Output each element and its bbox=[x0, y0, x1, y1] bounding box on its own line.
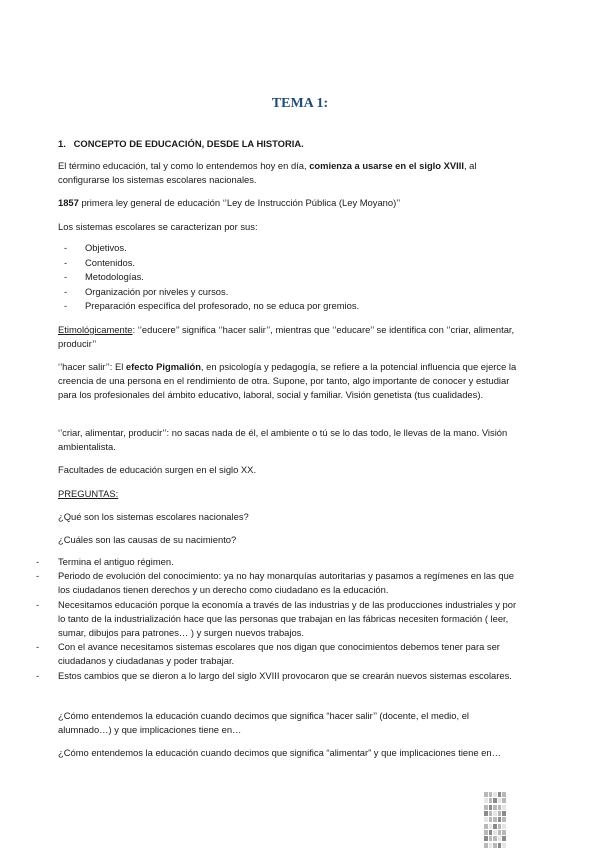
etymology-paragraph bbox=[58, 323, 518, 351]
pigmalion-paragraph bbox=[58, 360, 518, 403]
characteristics-intro: Los sistemas escolares se caracterizan por sus: bbox=[58, 221, 258, 232]
etymology-label: Etimológicamente bbox=[58, 324, 133, 335]
law-year: 1857 bbox=[58, 197, 79, 208]
law-paragraph bbox=[58, 196, 518, 210]
intro-paragraph bbox=[58, 159, 518, 187]
question-3: ¿Cómo entendemos la educación cuando decimos que significa “hacer salir’’ (docente, el medio, el alumnado…) y que implicaciones tiene en… bbox=[58, 710, 469, 736]
facultades-paragraph: Facultades de educación surgen en el siglo XX. bbox=[58, 464, 257, 475]
causes-list bbox=[36, 555, 520, 683]
characteristics-list bbox=[58, 241, 528, 314]
list-item: - Periodo de evolución del conocimiento: ya no hay monarquías autoritarias y pasamos a regímenes en las que los ciudadanos tienen derechos y un derecho como ciudadano es la educación. bbox=[36, 569, 520, 597]
question-1: ¿Qué son los sistemas escolares nacionales? bbox=[58, 511, 249, 522]
list-item: - Con el avance necesitamos sistemas escolares que nos digan que conocimientos debemos tener para ser ciudadanos y ciudadanas y poder trabajar. bbox=[36, 640, 520, 668]
pigmalion-text: ‘’hacer salir’’: El bbox=[58, 361, 126, 372]
list-item: - Necesitamos educación porque la economía a través de las industrias y de las producciones industriales y por lo tanto de la industrialización hace que las personas que trabajan en las fábricas necesiten formación ( leer, sumar, dibujos para patrones… ) y surgen nuevos trabajos. bbox=[36, 598, 520, 641]
question-4: ¿Cómo entendemos la educación cuando decimos que significa “alimentar” y que implicaciones tiene en… bbox=[58, 747, 501, 758]
question-2: ¿Cuáles son las causas de su nacimiento? bbox=[58, 534, 237, 545]
list-item: - Contenidos. bbox=[58, 256, 528, 271]
criar-paragraph: ‘’criar, alimentar, producir’’: no sacas nada de él, el ambiente o tú se lo das todo, le llevas de la mano. Visión ambientalista. bbox=[58, 427, 508, 453]
section-heading: 1. CONCEPTO DE EDUCACIÓN, DESDE LA HISTORIA. bbox=[58, 138, 304, 149]
intro-text-end: , al configurarse los sistemas escolares nacionales. bbox=[58, 160, 477, 186]
list-item: - Estos cambios que se dieron a lo largo del siglo XVIII provocaron que se crearán nuevos sistemas escolares. bbox=[36, 669, 520, 683]
page-title: TEMA 1: bbox=[271, 96, 329, 111]
barcode-stamp-icon bbox=[484, 792, 506, 848]
list-item: - Metodologías. bbox=[58, 270, 528, 285]
pigmalion-bold-text: efecto Pigmalión bbox=[125, 361, 201, 372]
intro-bold-text: comienza a usarse en el siglo XVIII bbox=[309, 160, 464, 171]
preguntas-label: PREGUNTAS: bbox=[58, 488, 119, 499]
list-item: - Objetivos. bbox=[58, 241, 528, 256]
intro-text: El término educación, tal y como lo entendemos hoy en día, bbox=[58, 160, 310, 171]
list-item: - Organización por niveles y cursos. bbox=[58, 285, 528, 300]
pigmalion-text-end: , en psicología y pedagogía, se refiere a la potencial influencia que ejerce la creencia de una persona en el rendimiento de otra. Supone, por tanto, algo importante de conocer y estudiar para los profesionales del ámbito educativo, laboral, social y familiar. Visión genetista (tus cualidades). bbox=[58, 361, 517, 401]
list-item: - Preparación específica del profesorado, no se educa por gremios. bbox=[58, 299, 528, 314]
etymology-text: : ‘’educere’’ significa ‘’hacer salir’’, mientras que ‘’educare’’ se identifica con ‘’criar, alimentar, producir’’ bbox=[58, 324, 515, 350]
list-item: - Termina el antiguo régimen. bbox=[36, 555, 520, 569]
law-text: primera ley general de educación ‘’Ley de Instrucción Pública (Ley Moyano)’’ bbox=[78, 197, 401, 208]
